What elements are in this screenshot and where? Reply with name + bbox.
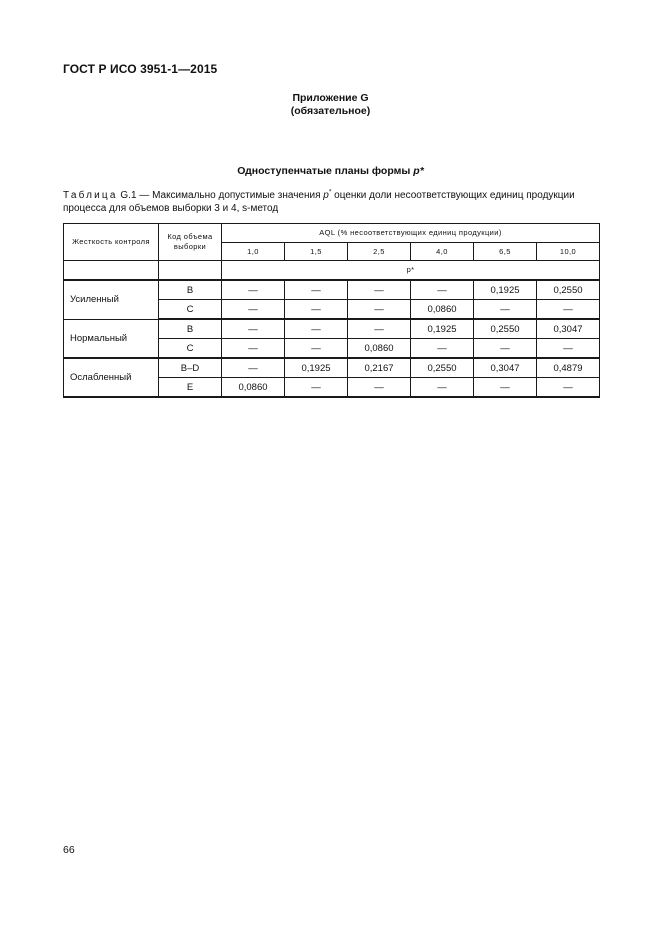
aql-level: 4,0 [411, 243, 474, 261]
table-caption-label: Таблица [63, 190, 118, 201]
value-cell: 0,4879 [537, 358, 600, 378]
table-row [64, 319, 600, 339]
header-p-star: p* [222, 261, 600, 281]
severity-tightened: Усиленный [64, 280, 159, 319]
value-cell: — [537, 339, 600, 359]
table-caption [63, 189, 603, 215]
value-cell: — [348, 319, 411, 339]
value-cell: 0,1925 [474, 280, 537, 300]
value-cell: — [474, 378, 537, 398]
value-cell: — [348, 300, 411, 320]
value-cell: — [222, 300, 285, 320]
value-cell: — [348, 280, 411, 300]
table-caption-text: оценки доли несоответствующих единиц продукции процесса для объемов выборки 3 и 4, s-метод [63, 190, 575, 214]
section-title [0, 165, 661, 177]
aql-level: 10,0 [537, 243, 600, 261]
aql-level: 6,5 [474, 243, 537, 261]
table-row [64, 280, 600, 300]
value-cell: 0,3047 [474, 358, 537, 378]
annex-heading [0, 92, 661, 118]
annex-status: (обязательное) [290, 105, 371, 117]
code-cell: B [159, 319, 222, 339]
header-aql: AQL (% несоответствующих единиц продукции) [222, 224, 600, 243]
section-title-text: Одноступенчатые планы формы [237, 165, 414, 177]
code-cell: C [159, 339, 222, 359]
code-cell: C [159, 300, 222, 320]
table-caption-number: G.1 — Максимально допустимые значения [117, 190, 324, 201]
code-cell: B [159, 280, 222, 300]
value-cell: 0,2167 [348, 358, 411, 378]
code-cell: B–D [159, 358, 222, 378]
value-cell: — [222, 319, 285, 339]
value-cell: — [222, 358, 285, 378]
value-cell: 0,1925 [411, 319, 474, 339]
table-caption-variable: p [323, 190, 329, 201]
value-cell: — [285, 300, 348, 320]
header-severity: Жесткость контроля [64, 224, 159, 261]
value-cell: 0,1925 [285, 358, 348, 378]
value-cell: 0,0860 [411, 300, 474, 320]
value-cell: 0,3047 [537, 319, 600, 339]
value-cell: 0,0860 [348, 339, 411, 359]
value-cell: — [474, 339, 537, 359]
severity-normal: Нормальный [64, 319, 159, 358]
value-cell: — [537, 300, 600, 320]
header-blank [64, 261, 159, 281]
annex-title: Приложение G [292, 92, 369, 104]
value-cell: — [222, 339, 285, 359]
page-number: 66 [63, 844, 75, 856]
value-cell: — [411, 339, 474, 359]
table-caption-superscript: * [328, 188, 332, 196]
value-cell: — [222, 280, 285, 300]
value-cell: — [285, 339, 348, 359]
document-standard-header: ГОСТ Р ИСО 3951-1—2015 [63, 62, 218, 76]
value-cell: 0,2550 [474, 319, 537, 339]
table-row [64, 358, 600, 378]
code-cell: E [159, 378, 222, 398]
value-cell: 0,2550 [537, 280, 600, 300]
aql-level: 1,5 [285, 243, 348, 261]
aql-level: 1,0 [222, 243, 285, 261]
section-title-variable: p* [413, 165, 424, 177]
value-cell: — [537, 378, 600, 398]
aql-level: 2,5 [348, 243, 411, 261]
value-cell: — [285, 378, 348, 398]
value-cell: — [285, 280, 348, 300]
value-cell: 0,2550 [411, 358, 474, 378]
value-cell: 0,0860 [222, 378, 285, 398]
value-cell: — [411, 280, 474, 300]
sampling-plans-table [63, 223, 600, 398]
value-cell: — [411, 378, 474, 398]
value-cell: — [285, 319, 348, 339]
value-cell: — [474, 300, 537, 320]
severity-reduced: Ослабленный [64, 358, 159, 397]
header-blank [159, 261, 222, 281]
header-sample-size-code: Код объема выборки [159, 224, 222, 261]
value-cell: — [348, 378, 411, 398]
